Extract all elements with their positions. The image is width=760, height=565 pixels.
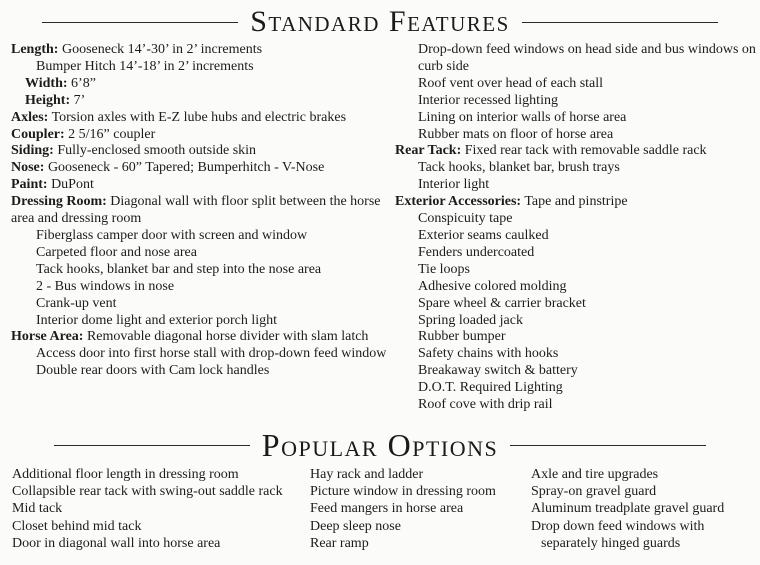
feature-nose <box>11 160 396 177</box>
exterior-accessories-value: Tape and pinstripe <box>521 194 628 210</box>
feature-length <box>11 42 396 59</box>
siding-value: Fully-enclosed smooth outside skin <box>53 143 257 159</box>
list-item: Collapsible rear tack with swing-out saddle rack <box>12 484 283 500</box>
feature-axles <box>11 110 396 127</box>
list-item: Axle and tire upgrades <box>531 467 659 482</box>
list-item: Interior dome light and exterior porch light <box>36 312 278 328</box>
axles-value: Torsion axles with E-Z lube hubs and electric brakes <box>48 109 347 125</box>
list-item: Adhesive colored molding <box>418 278 567 294</box>
heading-rule-left <box>42 22 238 23</box>
coupler-value: 2 5/16” coupler <box>64 126 156 142</box>
standard-features-header <box>0 4 760 40</box>
feature-width <box>11 76 396 93</box>
heading-rule-left <box>54 445 250 446</box>
list-item: Spray-on gravel guard <box>531 484 657 500</box>
paint-label: Paint: <box>11 177 48 193</box>
height-label: Height: <box>25 92 71 108</box>
list-item: D.O.T. Required Lighting <box>418 380 563 396</box>
list-item: Carpeted floor and nose area <box>36 244 197 260</box>
list-item: separately hinged guards <box>541 535 681 551</box>
list-item: Door in diagonal wall into horse area <box>12 535 221 551</box>
dressing-room-value: Diagonal wall with floor split between the horse area and dressing room <box>11 194 381 227</box>
list-item: Roof cove with drip rail <box>418 397 553 413</box>
dressing-room-label: Dressing Room: <box>11 194 107 210</box>
list-item: Rubber mats on floor of horse area <box>418 126 614 142</box>
list-item: Feed mangers in horse area <box>310 501 464 517</box>
axles-label: Axles: <box>11 109 49 125</box>
feature-rear-tack <box>395 143 757 160</box>
rear-tack-label: Rear Tack: <box>395 143 462 159</box>
list-item: Double rear doors with Cam lock handles <box>36 363 270 379</box>
list-item: Aluminum treadplate gravel guard <box>531 501 725 517</box>
list-item: Deep sleep nose <box>310 518 401 534</box>
features-right-column <box>395 42 757 414</box>
list-item: Interior recessed lighting <box>418 92 558 108</box>
coupler-label: Coupler: <box>11 126 65 142</box>
paint-value: DuPont <box>47 177 94 193</box>
popular-options-header <box>0 425 760 465</box>
list-item: Tack hooks, blanket bar and step into the nose area <box>36 261 322 277</box>
list-item: Tie loops <box>418 261 471 277</box>
horse-area-value: Removable diagonal horse divider with slam latch <box>83 329 369 345</box>
siding-label: Siding: <box>11 143 54 159</box>
list-item: Fiberglass camper door with screen and window <box>36 227 308 243</box>
list-item: Breakaway switch & battery <box>418 363 578 379</box>
list-item: Mid tack <box>12 501 63 517</box>
popular-options-title: Popular Options <box>261 426 499 463</box>
feature-exterior-accessories <box>395 194 757 211</box>
list-item: Roof vent over head of each stall <box>418 75 604 91</box>
heading-rule-right <box>510 445 706 446</box>
list-item: Spring loaded jack <box>418 312 523 328</box>
list-item: Crank-up vent <box>36 295 117 311</box>
list-item: Tack hooks, blanket bar, brush trays <box>418 160 620 176</box>
feature-horse-area <box>11 329 396 346</box>
options-column-3 <box>531 466 751 552</box>
list-item: Closet behind mid tack <box>12 518 142 534</box>
feature-height <box>11 93 396 110</box>
list-item: Lining on interior walls of horse area <box>418 109 627 125</box>
nose-value: Gooseneck - 60” Tapered; Bumperhitch - V-Nose <box>44 160 325 176</box>
list-item: Additional floor length in dressing room <box>12 467 239 482</box>
options-column-1 <box>12 466 312 552</box>
feature-coupler <box>11 127 396 144</box>
length-label: Length: <box>11 42 59 57</box>
length-value: Gooseneck 14’-30’ in 2’ increments <box>58 42 263 57</box>
width-label: Width: <box>25 75 68 91</box>
exterior-accessories-label: Exterior Accessories: <box>395 194 522 210</box>
rear-tack-value: Fixed rear tack with removable saddle rack <box>461 143 707 159</box>
feature-length-sub: Bumper Hitch 14’-18’ in 2’ increments <box>36 58 254 74</box>
list-item: Picture window in dressing room <box>310 484 496 500</box>
list-item: Hay rack and ladder <box>310 467 424 482</box>
feature-paint <box>11 177 396 194</box>
horse-area-label: Horse Area: <box>11 329 84 345</box>
list-item: Drop down feed windows with <box>531 518 705 534</box>
standard-features-title: Standard Features <box>250 5 510 38</box>
options-column-2 <box>310 466 530 552</box>
list-item: Conspicuity tape <box>418 211 513 227</box>
list-item: Spare wheel & carrier bracket <box>418 295 586 311</box>
features-left-column <box>11 42 396 380</box>
list-item: Drop-down feed windows on head side and bus windows on curb side <box>418 42 756 74</box>
list-item: Rear ramp <box>310 535 369 551</box>
height-value: 7’ <box>70 92 86 108</box>
list-item: Interior light <box>418 177 490 193</box>
list-item: Fenders undercoated <box>418 244 535 260</box>
heading-rule-right <box>522 22 718 23</box>
feature-dressing-room <box>11 194 396 228</box>
list-item: Exterior seams caulked <box>418 227 549 243</box>
list-item: Access door into first horse stall with drop-down feed window <box>36 346 387 362</box>
list-item: 2 - Bus windows in nose <box>36 278 175 294</box>
width-value: 6’8” <box>67 75 96 91</box>
list-item: Safety chains with hooks <box>418 346 559 362</box>
feature-siding <box>11 143 396 160</box>
nose-label: Nose: <box>11 160 45 176</box>
list-item: Rubber bumper <box>418 329 506 345</box>
